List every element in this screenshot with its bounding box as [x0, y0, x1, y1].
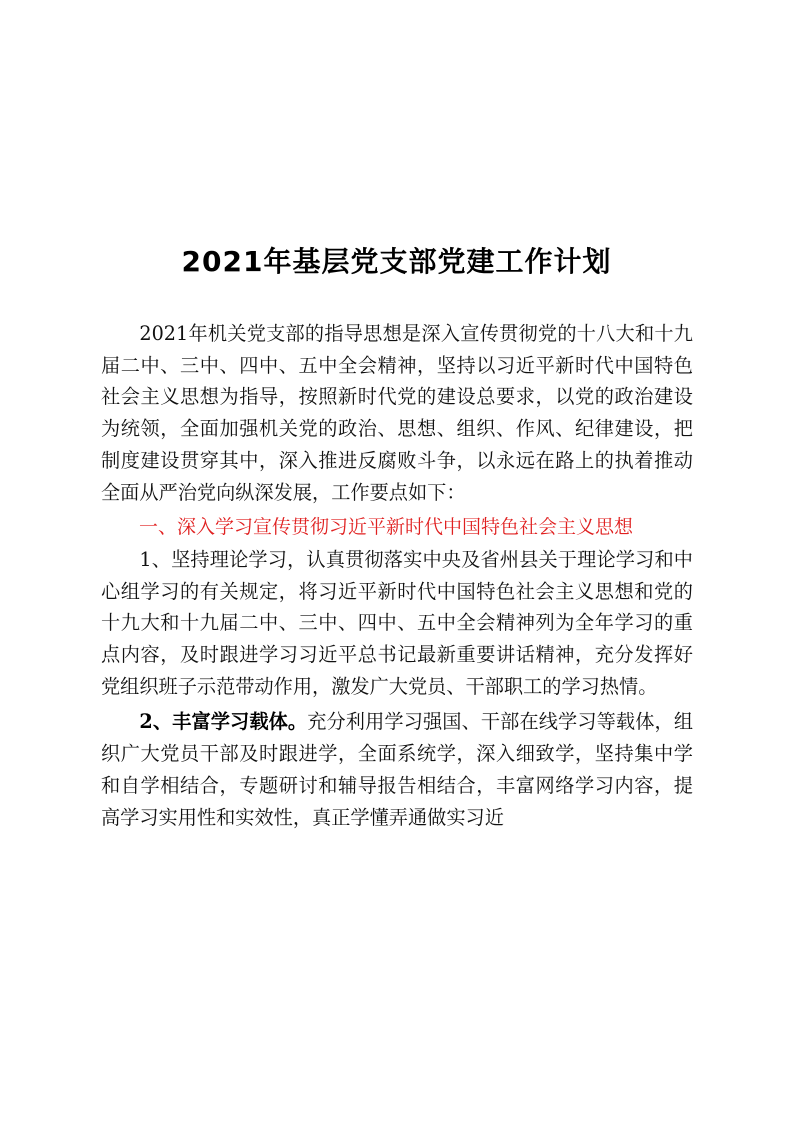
intro-paragraph: 2021年机关党支部的指导思想是深入宣传贯彻党的十八大和十九届二中、三中、四中、五中全会精神，坚持以习近平新时代中国特色社会主义思想为指导，按照新时代党的建设总要求，以党的政治建设为统领，全面加强机关党的政治、思想、组织、作风、纪律建设，把制度建设贯穿其中，深入推进反腐败斗争，以永远在路上的执着推动全面从严治党向纵深发展，工作要点如下：: [101, 322, 693, 504]
item-2-paragraph: [101, 706, 693, 833]
page-title: 2021年基层党支部党建工作计划: [181, 245, 612, 278]
document-body: [101, 318, 693, 833]
item-2-lead: 2、丰富学习载体。: [139, 710, 308, 734]
item-2-body: 充分利用学习强国、干部在线学习等载体，组织广大党员干部及时跟进学，全面系统学，深入细致学，坚持集中学和自学相结合，专题研讨和辅导报告相结合，丰富网络学习内容，提高学习实用性和实效性，真正学懂弄通做实习近: [101, 710, 694, 829]
item-1-paragraph: 1、坚持理论学习，认真贯彻落实中央及省州县关于理论学习和中心组学习的有关规定，将习近平新时代中国特色社会主义思想和党的十九大和十九届二中、三中、四中、五中全会精神列为全年学习的重点内容，及时跟进学习习近平总书记最新重要讲话精神，充分发挥好党组织班子示范带动作用，激发广大党员、干部职工的学习热情。: [101, 547, 693, 698]
section-1-heading: 一、深入学习宣传贯彻习近平新时代中国特色社会主义思想: [139, 516, 634, 539]
